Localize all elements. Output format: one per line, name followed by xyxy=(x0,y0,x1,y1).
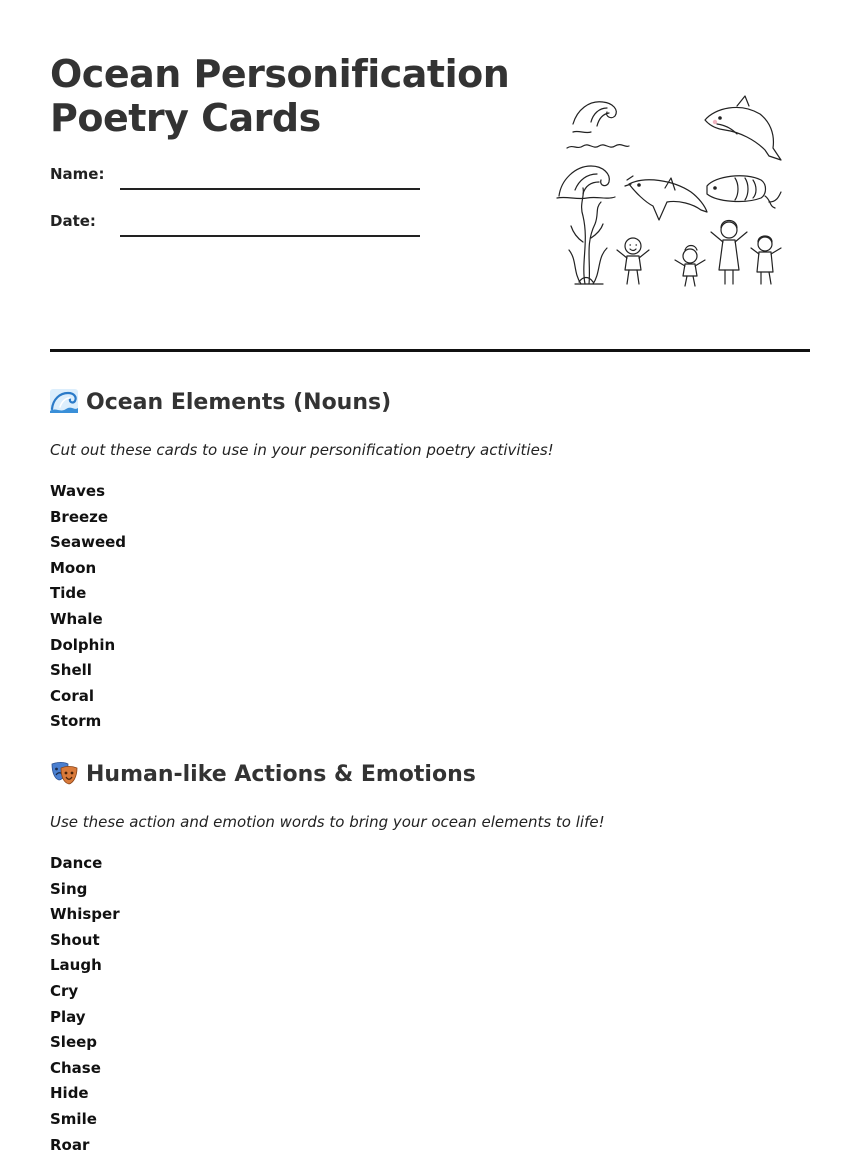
name-field-row xyxy=(50,164,420,194)
header-divider xyxy=(50,349,810,352)
action-card: Sing xyxy=(50,879,88,898)
wave-icon xyxy=(567,102,629,148)
page-title-line-2: Poetry Cards xyxy=(50,96,321,140)
action-card: Sleep xyxy=(50,1033,98,1052)
action-card: Hide xyxy=(50,1084,89,1103)
child-icon xyxy=(617,238,649,284)
name-label: Name: xyxy=(50,165,105,183)
noun-card: Breeze xyxy=(50,507,109,526)
action-card: Roar xyxy=(50,1135,90,1154)
actions-emotions-heading-text: Human-like Actions & Emotions xyxy=(86,762,476,787)
wave-icon xyxy=(557,166,615,199)
action-card: Dance xyxy=(50,854,103,872)
child-icon xyxy=(751,236,781,284)
action-card: Play xyxy=(50,1007,86,1026)
noun-card: Dolphin xyxy=(50,635,116,654)
noun-card: Shell xyxy=(50,661,92,680)
action-card: Smile xyxy=(50,1109,97,1128)
date-write-line[interactable] xyxy=(120,235,420,237)
name-write-line[interactable] xyxy=(120,188,420,190)
noun-card: Whale xyxy=(50,609,103,628)
noun-card: Waves xyxy=(50,482,106,500)
fish-icon xyxy=(707,176,781,208)
ocean-elements-heading-text: Ocean Elements (Nouns) xyxy=(86,390,392,415)
actions-emotions-word-list xyxy=(50,851,120,1158)
action-card: Whisper xyxy=(50,905,120,924)
date-label: Date: xyxy=(50,212,96,230)
ocean-elements-word-list xyxy=(50,479,126,735)
child-icon xyxy=(711,221,747,285)
seaweed-icon xyxy=(569,188,607,284)
noun-card: Seaweed xyxy=(50,533,127,552)
page-title-line-1: Ocean Personification xyxy=(50,52,510,96)
action-card: Shout xyxy=(50,930,100,949)
page-title xyxy=(50,52,520,140)
noun-card: Storm xyxy=(50,712,102,731)
noun-card: Coral xyxy=(50,686,94,705)
dolphin-icon xyxy=(625,176,707,220)
date-field-row xyxy=(50,211,420,241)
ocean-elements-heading xyxy=(50,389,391,417)
action-card: Laugh xyxy=(50,956,102,975)
action-card: Cry xyxy=(50,981,79,1000)
actions-emotions-description: Use these action and emotion words to bring your ocean elements to life! xyxy=(50,813,605,831)
theater-masks-emoji-icon xyxy=(50,761,78,785)
noun-card: Tide xyxy=(50,584,87,603)
child-icon xyxy=(675,246,705,287)
action-card: Chase xyxy=(50,1058,101,1077)
noun-card: Moon xyxy=(50,558,97,577)
wave-emoji-icon xyxy=(50,389,78,413)
ocean-elements-description: Cut out these cards to use in your personification poetry activities! xyxy=(50,441,554,459)
actions-emotions-heading xyxy=(50,761,476,789)
dolphin-icon xyxy=(705,96,781,160)
ocean-illustration xyxy=(555,92,785,292)
